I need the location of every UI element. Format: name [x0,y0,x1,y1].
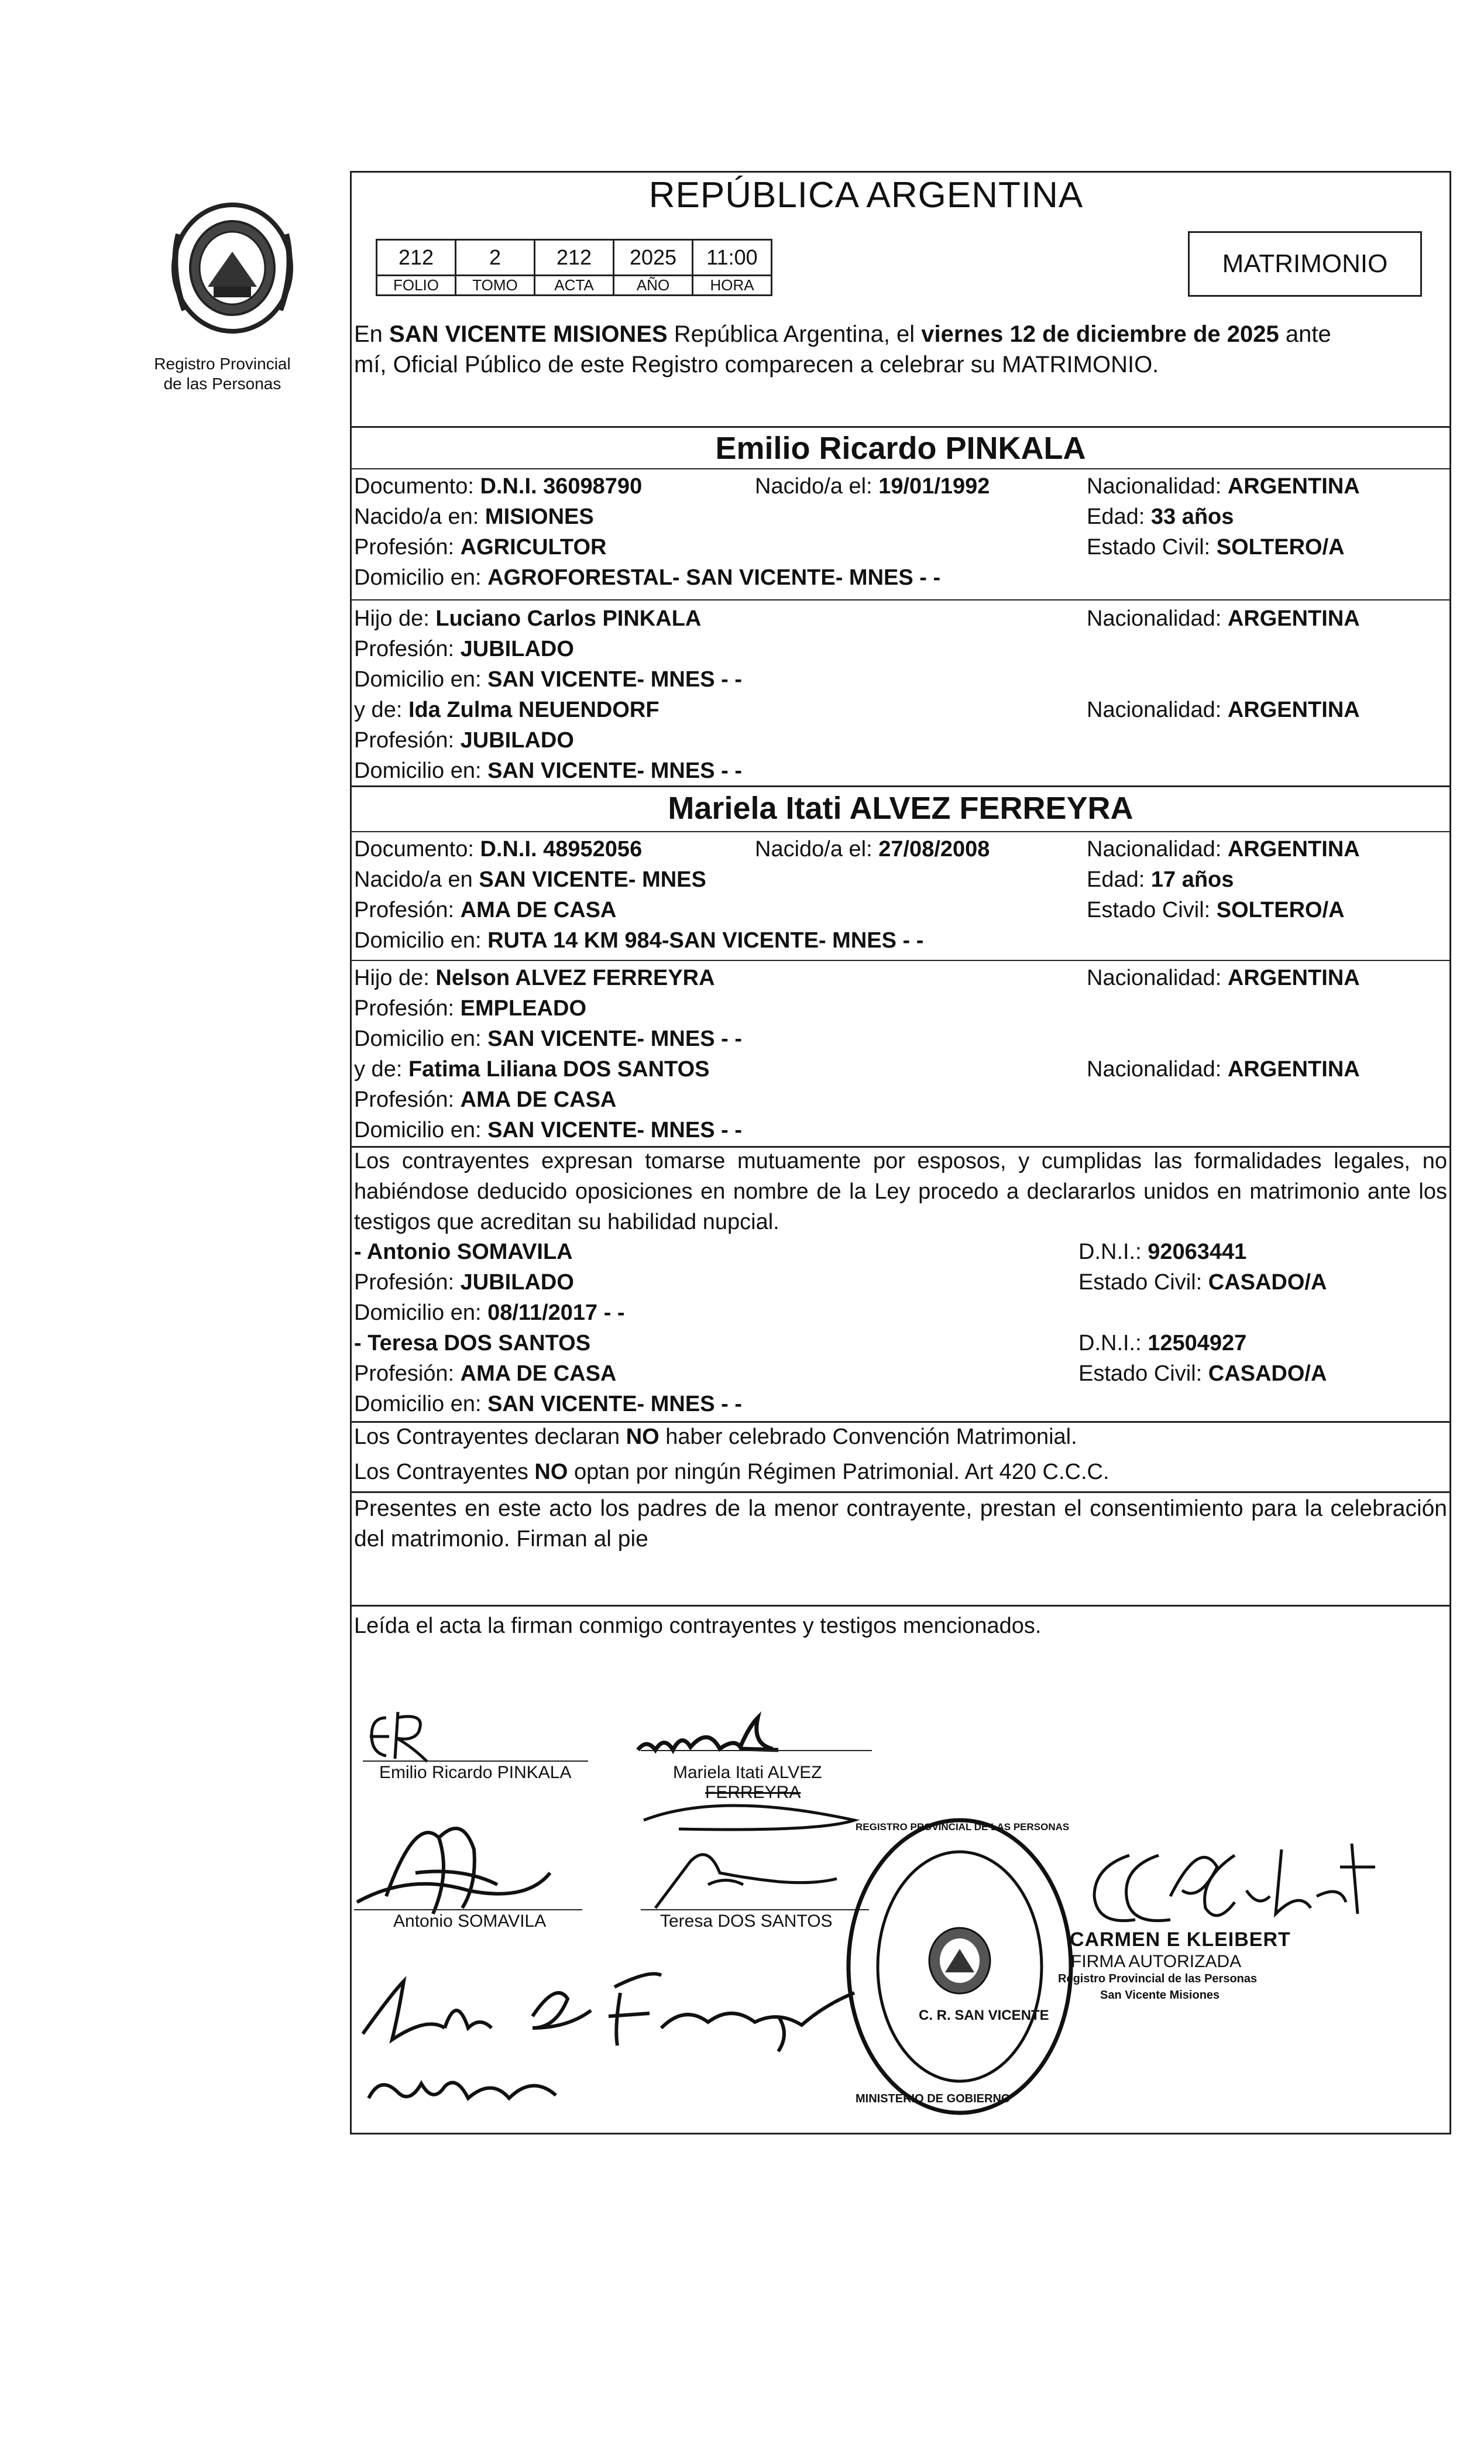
spouse2-signature-line [641,1750,872,1751]
witness1-signature-line [354,1909,582,1910]
spouse1-mother-nationality: Nacionalidad: ARGENTINA [1087,698,1360,722]
registry-caption-line1: Registro Provincial [154,355,291,373]
spouse2-father-address: Domicilio en: SAN VICENTE- MNES - - [354,1027,742,1051]
witness2-signature-label: Teresa DOS SANTOS [660,1912,833,1931]
spouse1-father: Hijo de: Luciano Carlos PINKALA [354,606,702,631]
spouse2-signature-label-line1: Mariela Itati ALVEZ [673,1763,822,1782]
divider [350,831,1451,832]
official-stamp-name: CARMEN E KLEIBERT [1070,1928,1291,1951]
declaration-paragraph: Los contrayentes expresan tomarse mutuamente por esposos, y cumplidas las formalidades legales, no habiéndose deducido oposiciones en nombre de la Ley procedo a declararlos unidos en matrimonio ante los testigos que acreditan su habilidad nupcial. [354,1149,1447,1234]
spouse1-name: Emilio Ricardo PINKALA [715,431,1086,466]
spouse1-nationality: Nacionalidad: ARGENTINA [1087,474,1360,499]
spouse2-father-profession: Profesión: EMPLEADO [354,996,587,1021]
registry-caption [138,354,307,394]
parents-signature [357,1958,884,2122]
tomo-value: 2 [456,240,535,276]
spouse2-address: Domicilio en: RUTA 14 KM 984-SAN VICENTE- MNES - - [354,928,924,953]
acta-value: 212 [535,240,614,276]
spouse2-birthdate: Nacido/a el: 27/08/2008 [755,837,990,862]
witness1-dni: D.N.I.: 92063441 [1078,1240,1247,1264]
witness2-civil-status: Estado Civil: CASADO/A [1078,1361,1327,1386]
divider [350,1421,1451,1423]
spouse1-birthplace: Nacido/a en: MISIONES [354,505,594,529]
witness1-profession: Profesión: JUBILADO [354,1270,574,1295]
intro-line1: En SAN VICENTE MISIONES República Argentina, el viernes 12 de diciembre de 2025 ante [354,321,1331,347]
witness1-signature-label: Antonio SOMAVILA [393,1912,547,1931]
intro-line2: mí, Oficial Público de este Registro comparecen a celebrar su MATRIMONIO. [354,352,1159,378]
spouse2-name: Mariela Itati ALVEZ FERREYRA [668,791,1133,826]
spouse1-civil-status: Estado Civil: SOLTERO/A [1087,535,1345,560]
spouse1-age: Edad: 33 años [1087,505,1234,529]
spouse1-birthdate: Nacido/a el: 19/01/1992 [755,474,990,499]
spouse1-father-profession: Profesión: JUBILADO [354,637,574,661]
spouse1-father-nationality: Nacionalidad: ARGENTINA [1087,606,1360,631]
spouse1-signature-line [363,1761,588,1762]
record-type-box: MATRIMONIO [1188,231,1422,297]
spouse2-mother-nationality: Nacionalidad: ARGENTINA [1087,1057,1360,1082]
anio-value: 2025 [614,240,693,276]
round-stamp-ring-bottom: MINISTERIO DE GOBIERNO [856,2092,1011,2105]
official-stamp-line3: Registro Provincial de las Personas [1058,1972,1258,1985]
witness2-dni: D.N.I.: 12504927 [1078,1331,1247,1355]
witness2-address: Domicilio en: SAN VICENTE- MNES - - [354,1392,742,1416]
acta-label: ACTA [535,276,614,296]
spouse1-mother: y de: Ida Zulma NEUENDORF [354,698,659,722]
round-stamp-ring-top: REGISTRO PROVINCIAL DE LAS PERSONAS [856,1821,1070,1832]
divider [350,426,1451,428]
round-stamp-center: C. R. SAN VICENTE [919,2007,1049,2023]
spouse2-profession: Profesión: AMA DE CASA [354,898,617,922]
spouse2-signature [632,1715,796,1762]
spouse2-age: Edad: 17 años [1087,867,1234,892]
witness2-profession: Profesión: AMA DE CASA [354,1361,617,1386]
spouse2-signature-label-line2: FERREYRA [705,1783,801,1802]
spouse2-father: Hijo de: Nelson ALVEZ FERREYRA [354,966,715,990]
hora-value: 11:00 [693,240,772,276]
witness2-name: - Teresa DOS SANTOS [354,1331,591,1355]
divider [350,1491,1451,1493]
divider [350,960,1451,961]
tomo-label: TOMO [456,276,535,296]
divider [350,1605,1451,1607]
round-official-stamp [843,1814,1077,2119]
spouse1-signature-label: Emilio Ricardo PINKALA [379,1763,572,1782]
registry-caption-line2: de las Personas [163,375,281,393]
spouse2-civil-status: Estado Civil: SOLTERO/A [1087,898,1345,922]
regime-statement: Los Contrayentes NO optan por ningún Régimen Patrimonial. Art 420 C.C.C. [354,1460,1109,1484]
divider [350,468,1451,469]
folio-value: 212 [377,240,456,276]
registry-fields-table [376,239,772,296]
convention-statement: Los Contrayentes declaran NO haber celebrado Convención Matrimonial. [354,1425,1077,1449]
witness1-name: - Antonio SOMAVILA [354,1240,573,1264]
provincial-seal [167,199,298,339]
spouse2-document: Documento: D.N.I. 48952056 [354,837,643,862]
witness1-address: Domicilio en: 08/11/2017 - - [354,1300,625,1325]
spouse2-mother-address: Domicilio en: SAN VICENTE- MNES - - [354,1118,742,1142]
spouse1-mother-address: Domicilio en: SAN VICENTE- MNES - - [354,759,742,783]
hora-label: HORA [693,276,772,296]
spouse2-nationality: Nacionalidad: ARGENTINA [1087,837,1360,862]
official-stamp-line4: San Vicente Misiones [1100,1989,1220,2002]
seal-emblem-icon [167,199,298,339]
closing-statement: Leída el acta la firman conmigo contrayentes y testigos mencionados. [354,1614,1042,1638]
spouse2-mother: y de: Fatima Liliana DOS SANTOS [354,1057,710,1082]
witness2-signature-line [641,1909,869,1910]
divider [350,599,1451,600]
folio-label: FOLIO [377,276,456,296]
document-title: REPÚBLICA ARGENTINA [648,175,1084,215]
parents-consent-paragraph: Presentes en este acto los padres de la menor contrayente, prestan el consentimiento para la celebración del matrimonio. Firman al pie [354,1496,1447,1552]
spouse1-address: Domicilio en: AGROFORESTAL- SAN VICENTE- MNES - - [354,565,941,590]
spouse2-father-nationality: Nacionalidad: ARGENTINA [1087,966,1360,990]
official-stamp-title: FIRMA AUTORIZADA [1071,1952,1242,1971]
divider [350,785,1451,787]
spouse2-birthplace: Nacido/a en SAN VICENTE- MNES [354,867,706,892]
spouse1-father-address: Domicilio en: SAN VICENTE- MNES - - [354,667,742,692]
spouse2-mother-profession: Profesión: AMA DE CASA [354,1087,617,1112]
official-signature [1083,1832,1387,1937]
witness1-civil-status: Estado Civil: CASADO/A [1078,1270,1327,1295]
spouse1-document: Documento: D.N.I. 36098790 [354,474,643,499]
anio-label: AÑO [614,276,693,296]
spouse1-profession: Profesión: AGRICULTOR [354,535,607,560]
witness1-signature [351,1803,562,1920]
witness2-signature [632,1797,878,1914]
spouse1-mother-profession: Profesión: JUBILADO [354,728,574,753]
